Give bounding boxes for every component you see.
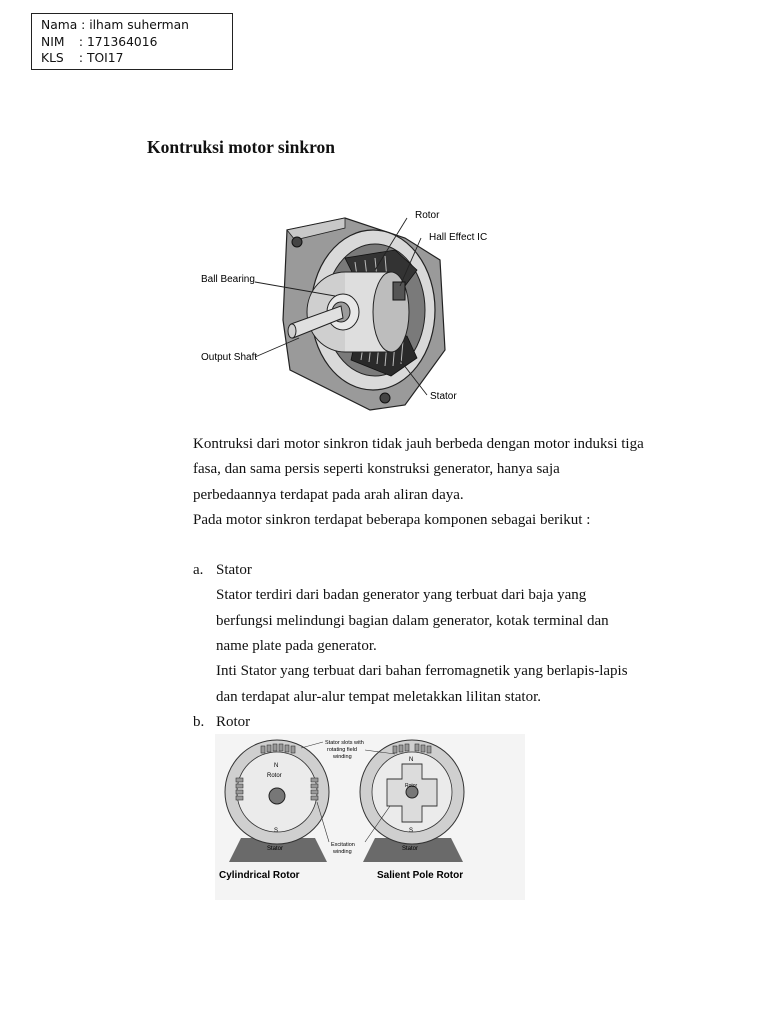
rotor-types-figure bbox=[215, 734, 525, 900]
excitation-label-line2: winding bbox=[333, 849, 352, 855]
kls-value: : TOI17 bbox=[78, 51, 124, 66]
left-rotor-label: Rotor bbox=[267, 773, 282, 779]
paragraph-line: Pada motor sinkron terdapat beberapa komponen sebagai berikut : bbox=[193, 511, 591, 528]
body-text bbox=[193, 432, 673, 735]
slots-label-line1: Stator slots with bbox=[325, 740, 364, 746]
paragraph-line: perbedaannya terdapat pada arah aliran daya. bbox=[193, 486, 464, 503]
name-row bbox=[41, 17, 232, 34]
student-info-box bbox=[31, 13, 233, 70]
label-stator: Stator bbox=[430, 391, 457, 402]
paragraph-line: fasa, dan sama persis seperti konstruksi generator, hanya saja bbox=[193, 461, 560, 478]
label-ball-bearing: Ball Bearing bbox=[201, 274, 255, 285]
stator-desc-line: berfungsi melindungi bagian dalam generator, kotak terminal dan bbox=[216, 612, 609, 629]
list-marker-b: b. bbox=[193, 713, 205, 730]
left-n-label: N bbox=[274, 763, 279, 769]
page-title: Kontruksi motor sinkron bbox=[147, 137, 336, 157]
motor-cutaway-figure bbox=[195, 200, 495, 412]
list-item-stator bbox=[193, 558, 673, 583]
nim-label: NIM bbox=[41, 34, 65, 49]
stator-desc-line: Stator terdiri dari badan generator yang terbuat dari baja yang bbox=[216, 587, 587, 604]
name-label: Nama bbox=[41, 18, 78, 32]
stator-desc-line: Inti Stator yang terbuat dari bahan ferromagnetik yang berlapis-lapis bbox=[216, 663, 628, 680]
slots-label-line3: winding bbox=[333, 754, 352, 760]
paragraph-line: Kontruksi dari motor sinkron tidak jauh berbeda dengan motor induksi tiga bbox=[193, 436, 644, 452]
nim-row bbox=[41, 34, 232, 51]
caption-cylindrical: Cylindrical Rotor bbox=[219, 870, 300, 881]
slots-label-line2: rotating field bbox=[327, 747, 357, 753]
right-s-label: S bbox=[409, 828, 414, 834]
nim-value: : 171364016 bbox=[78, 34, 158, 49]
right-stator-label: Stator bbox=[402, 846, 419, 852]
stator-desc-line: dan terdapat alur-alur tempat meletakkan lilitan stator. bbox=[216, 688, 541, 705]
label-output-shaft: Output Shaft bbox=[201, 352, 258, 363]
caption-salient: Salient Pole Rotor bbox=[377, 870, 464, 881]
excitation-label-line1: Excitation bbox=[331, 842, 355, 848]
name-value: : ilham suherman bbox=[81, 18, 189, 32]
list-item-rotor bbox=[193, 710, 673, 735]
right-n-label: N bbox=[409, 757, 414, 763]
left-stator-label: Stator bbox=[267, 846, 284, 852]
left-s-label: S bbox=[274, 828, 279, 834]
stator-desc-line: name plate pada generator. bbox=[216, 638, 377, 655]
label-hall-effect: Hall Effect IC bbox=[429, 232, 488, 243]
rotor-heading: Rotor bbox=[216, 713, 251, 730]
label-rotor: Rotor bbox=[415, 210, 440, 221]
kls-label: KLS bbox=[41, 51, 64, 66]
kls-row bbox=[41, 50, 232, 67]
stator-heading: Stator bbox=[216, 562, 252, 579]
list-marker-a: a. bbox=[193, 562, 204, 579]
right-rotor-label: Rotor bbox=[405, 783, 418, 789]
